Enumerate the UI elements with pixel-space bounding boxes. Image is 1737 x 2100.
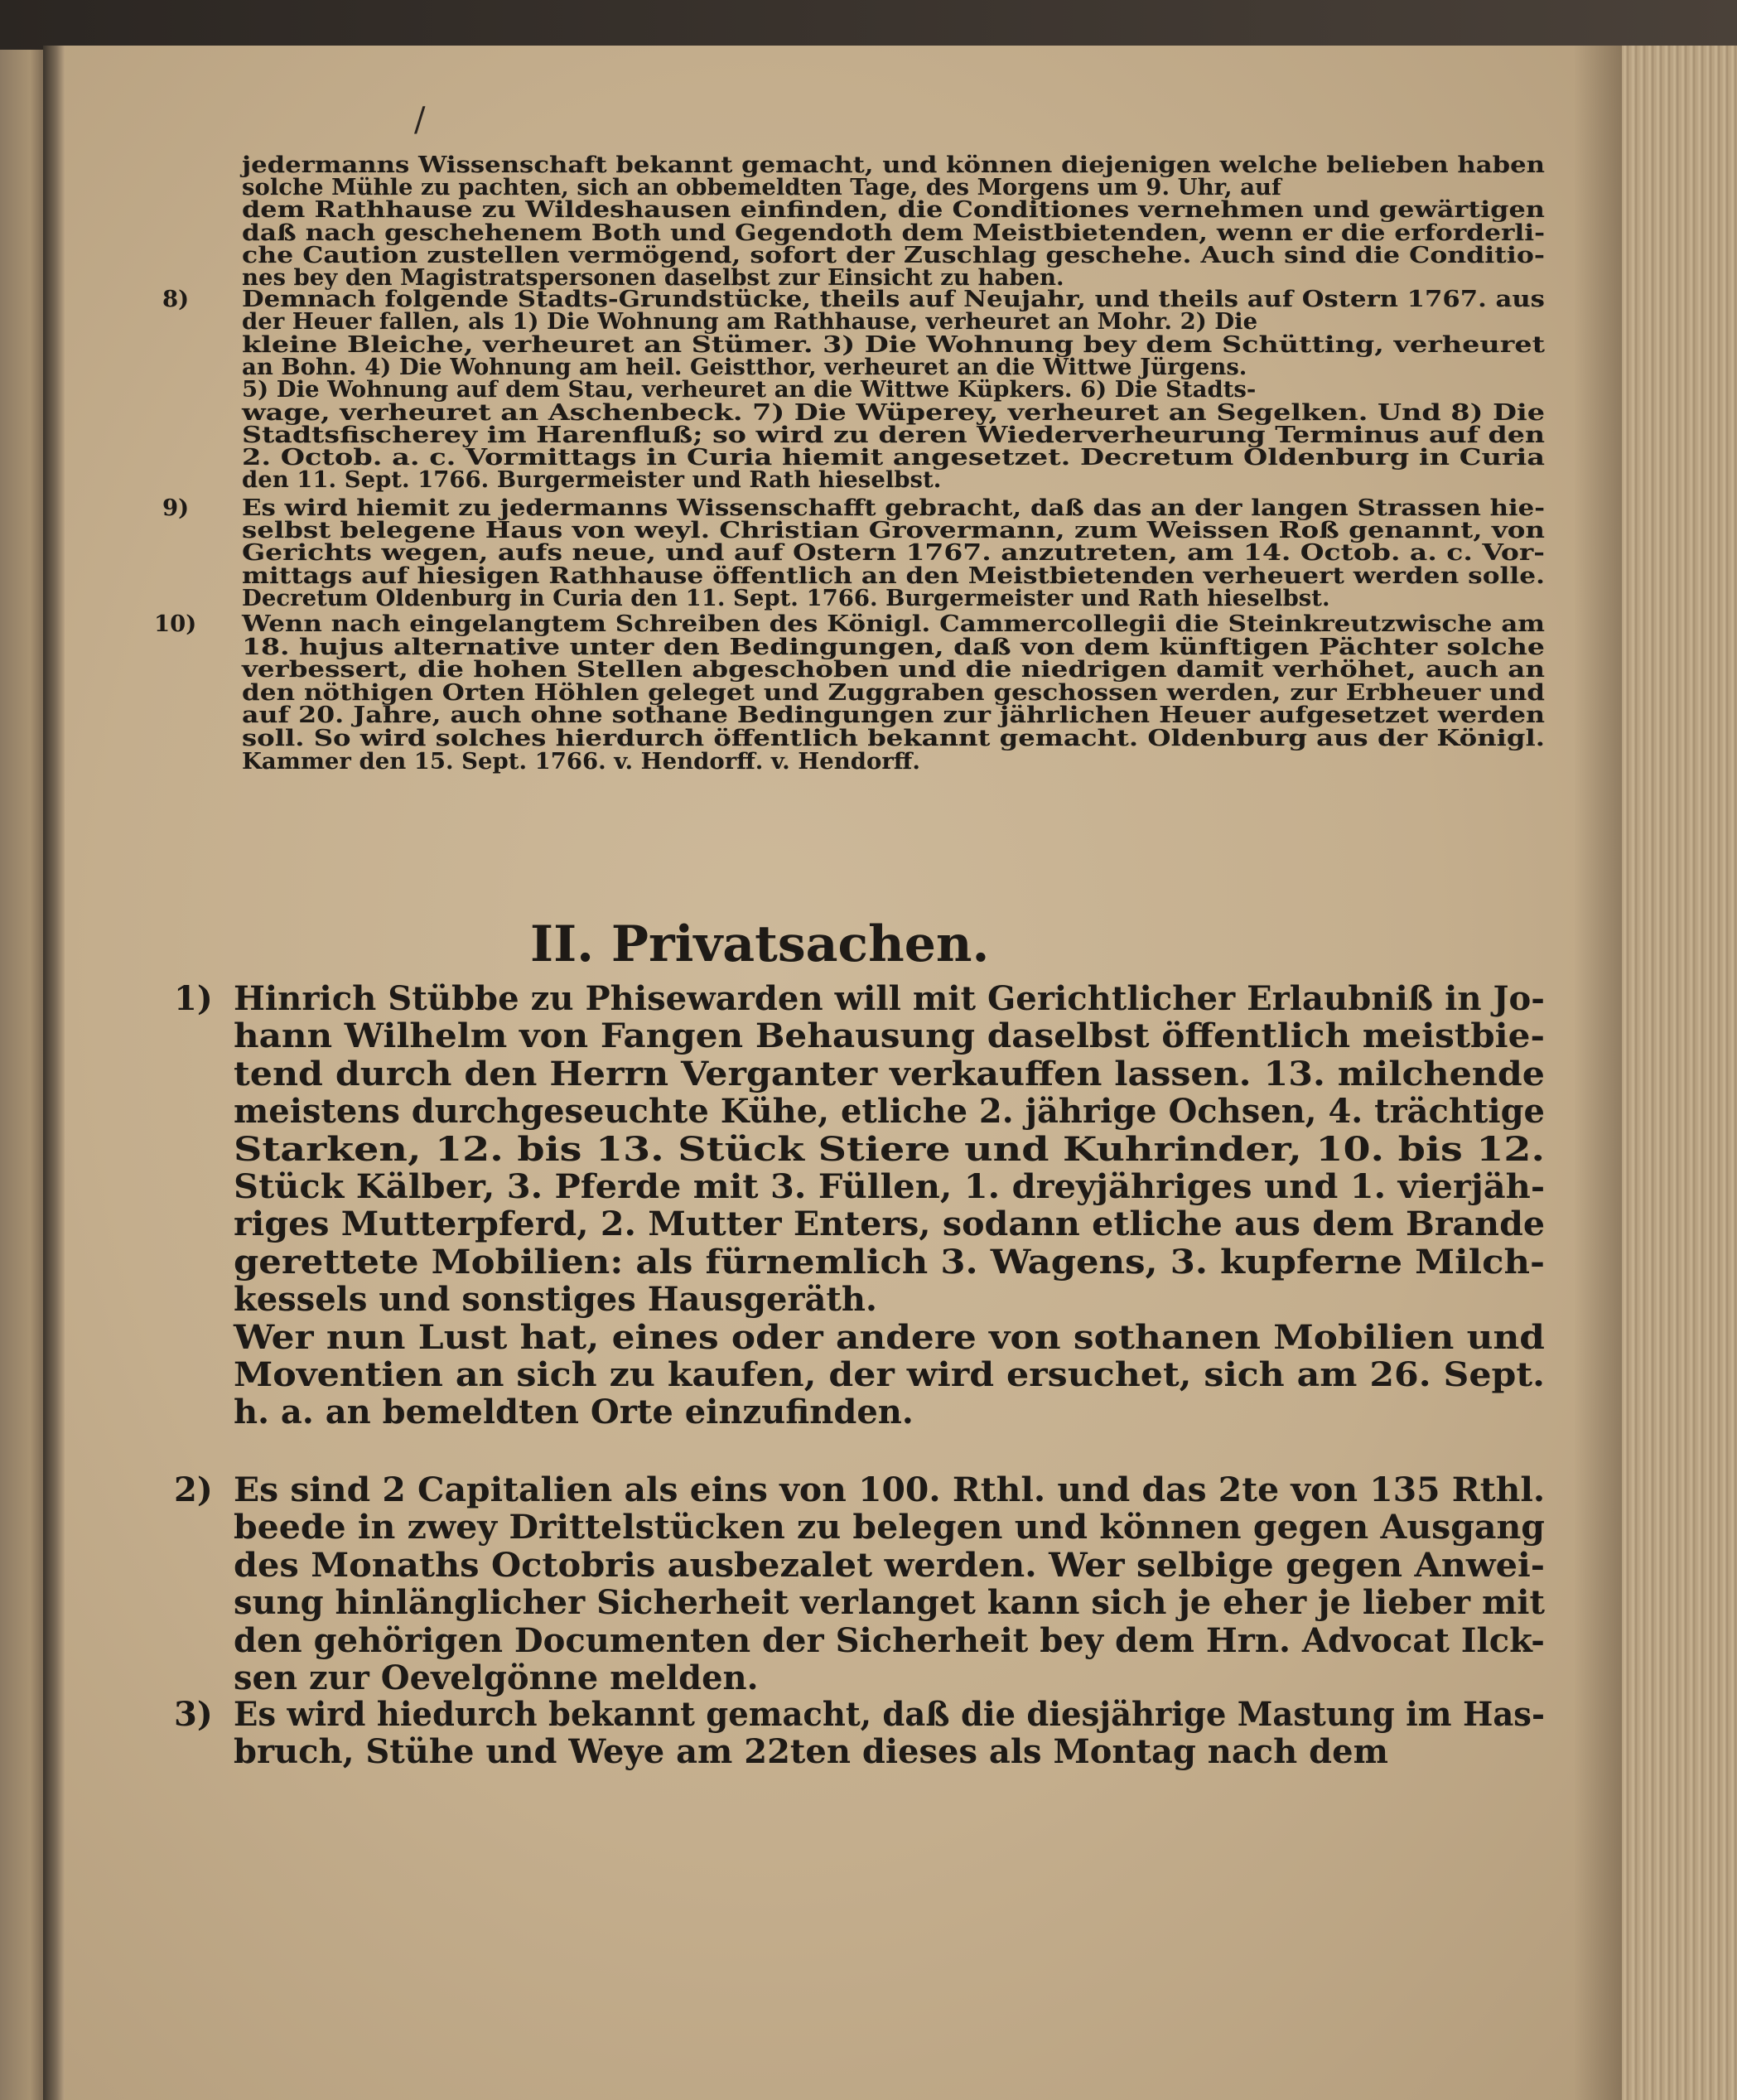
text-line: an Bohn. 4) Die Wohnung am heil. Geistthor, verheuret an die Wittwe Jürgens. bbox=[242, 353, 1247, 380]
text-line: tend durch den Herrn Verganter verkauffen lassen. 13. milchende bbox=[234, 1054, 1545, 1093]
text-line: dem Rathhause zu Wildeshausen einfinden, die Conditiones vernehmen und gewärtigen bbox=[242, 196, 1545, 224]
text-line: kleine Bleiche, verheuret an Stümer. 3) Die Wohnung bey dem Schütting, verheuret bbox=[242, 331, 1546, 358]
text-line: nes bey den Magistratspersonen daselbst zur Einsicht zu haben. bbox=[242, 264, 1064, 291]
entry-number: 9) bbox=[162, 495, 190, 521]
text-line: hann Wilhelm von Fangen Behausung daselbst öffentlich meistbie- bbox=[234, 1016, 1545, 1056]
page-shadow bbox=[1574, 46, 1622, 2100]
text-line: riges Mutterpferd, 2. Mutter Enters, sodann etliche aus dem Brande bbox=[234, 1204, 1546, 1244]
text-line: Es wird hiedurch bekannt gemacht, daß die diesjährige Mastung im Has- bbox=[234, 1695, 1545, 1734]
text-line: daß nach geschehenem Both und Gegendoth dem Meistbietenden, wenn er die erforderli- bbox=[242, 219, 1546, 246]
text-line: meistens durchgeseuchte Kühe, etliche 2. jährige Ochsen, 4. trächtige bbox=[234, 1092, 1545, 1132]
page-stack-edges bbox=[1622, 46, 1737, 2100]
text-line: selbst belegene Haus von weyl. Christian Grovermann, zum Weissen Roß genannt, von bbox=[242, 517, 1545, 544]
text-line: che Caution zustellen vermögend, sofort der Zuschlag geschehe. Auch sind die Conditio- bbox=[242, 241, 1546, 268]
text-line: den gehörigen Documenten der Sicherheit bey dem Hrn. Advocat Ilck- bbox=[234, 1620, 1545, 1660]
section-heading: II. Privatsachen. bbox=[530, 915, 990, 973]
text-line: solche Mühle zu pachten, sich an obbemeldten Tage, des Morgens um 9. Uhr, auf bbox=[242, 174, 1281, 201]
text-line: Stück Kälber, 3. Pferde mit 3. Füllen, 1. dreyjähriges und 1. vierjäh- bbox=[234, 1167, 1546, 1206]
text-line: der Heuer fallen, als 1) Die Wohnung am Rathhause, verheuret an Mohr. 2) Die bbox=[242, 308, 1258, 336]
text-line: Moventien an sich zu kaufen, der wird ersuchet, sich am 26. Sept. bbox=[234, 1355, 1545, 1394]
entry-number: 3) bbox=[174, 1695, 213, 1734]
text-line: bruch, Stühe und Weye am 22ten dieses als Montag nach dem bbox=[234, 1732, 1388, 1772]
text-line: 18. hujus alternative unter den Bedingungen, daß von dem künftigen Pächter solche bbox=[242, 633, 1545, 660]
text-line: sung hinlänglicher Sicherheit verlanget kann sich je eher je lieber mit bbox=[234, 1583, 1545, 1623]
entry-number: 1) bbox=[174, 979, 213, 1018]
text-line: den 11. Sept. 1766. Burgermeister und Rath hieselbst. bbox=[242, 466, 942, 494]
text-line: Kammer den 15. Sept. 1766. v. Hendorff. v. Hendorff. bbox=[242, 747, 920, 775]
entry-number: 10) bbox=[154, 611, 197, 637]
text-line: 2. Octob. a. c. Vormittags in Curia hiemit angesetzet. Decretum Oldenburg in Curia bbox=[242, 444, 1546, 471]
text-line: Es wird hiemit zu jedermanns Wissenschafft gebracht, daß das an der langen Strassen hie- bbox=[242, 495, 1546, 521]
text-line: gerettete Mobilien: als fürnemlich 3. Wagens, 3. kupferne Milch- bbox=[234, 1242, 1545, 1282]
text-line: Gerichts wegen, aufs neue, und auf Ostern 1767. anzutreten, am 14. Octob. a. c. Vor- bbox=[242, 539, 1546, 567]
entry-number: 2) bbox=[174, 1470, 213, 1509]
text-line: den nöthigen Orten Höhlen geleget und Zuggraben geschossen werden, zur Erbheuer und bbox=[242, 678, 1546, 706]
text-line: mittags auf hiesigen Rathhause öffentlich an den Meistbietenden verheuert werden solle. bbox=[242, 562, 1545, 589]
text-line: auf 20. Jahre, auch ohne sothane Bedingungen zur jährlichen Heuer aufgesetzet werden bbox=[242, 702, 1546, 729]
text-line: sen zur Oevelgönne melden. bbox=[234, 1658, 759, 1697]
text-line: soll. So wird solches hierdurch öffentlich bekannt gemacht. Oldenburg aus der Königl. bbox=[242, 725, 1546, 751]
text-line: wage, verheuret an Aschenbeck. 7) Die Wüperey, verheuret an Segelken. Und 8) Die bbox=[242, 398, 1545, 426]
text-line: Demnach folgende Stadts-Grundstücke, theils auf Neujahr, und theils auf Ostern 1767. aus bbox=[242, 286, 1545, 312]
text-line: Wenn nach eingelangtem Schreiben des Königl. Cammercollegii die Steinkreutzwische am bbox=[242, 611, 1545, 637]
text-line: 5) Die Wohnung auf dem Stau, verheuret an die Wittwe Küpkers. 6) Die Stadts- bbox=[242, 376, 1257, 403]
text-line: Es sind 2 Capitalien als eins von 100. Rthl. und das 2te von 135 Rthl. bbox=[234, 1470, 1546, 1509]
text-line: Hinrich Stübbe zu Phisewarden will mit Gerichtlicher Erlaubniß in Jo- bbox=[234, 979, 1545, 1018]
text-line: beede in zwey Drittelstücken zu belegen und können gegen Ausgang bbox=[234, 1508, 1545, 1547]
book-gutter bbox=[43, 46, 65, 2100]
text-line: des Monaths Octobris ausbezalet werden. Wer selbige gegen Anwei- bbox=[234, 1545, 1545, 1585]
left-page-edge bbox=[0, 50, 43, 2100]
text-line: Decretum Oldenburg in Curia den 11. Sept. 1766. Burgermeister und Rath hieselbst. bbox=[242, 584, 1330, 611]
tick-mark: / bbox=[414, 101, 426, 139]
text-line: h. a. an bemeldten Orte einzufinden. bbox=[234, 1393, 914, 1432]
text-line: Stadtsfischerey im Harenfluß; so wird zu deren Wiederverheurung Terminus auf den bbox=[242, 421, 1546, 448]
text-line: verbessert, die hohen Stellen abgeschoben und die niedrigen damit verhöhet, auch an bbox=[242, 656, 1545, 683]
text-line: Starken, 12. bis 13. Stück Stiere und Kuhrinder, 10. bis 12. bbox=[234, 1129, 1546, 1169]
text-line: Wer nun Lust hat, eines oder andere von sothanen Mobilien und bbox=[234, 1317, 1545, 1357]
text-line: jedermanns Wissenschaft bekannt gemacht, und können diejenigen welche belieben haben bbox=[242, 152, 1546, 178]
text-line: kessels und sonstiges Hausgeräth. bbox=[234, 1280, 877, 1320]
entry-number: 8) bbox=[162, 286, 190, 312]
